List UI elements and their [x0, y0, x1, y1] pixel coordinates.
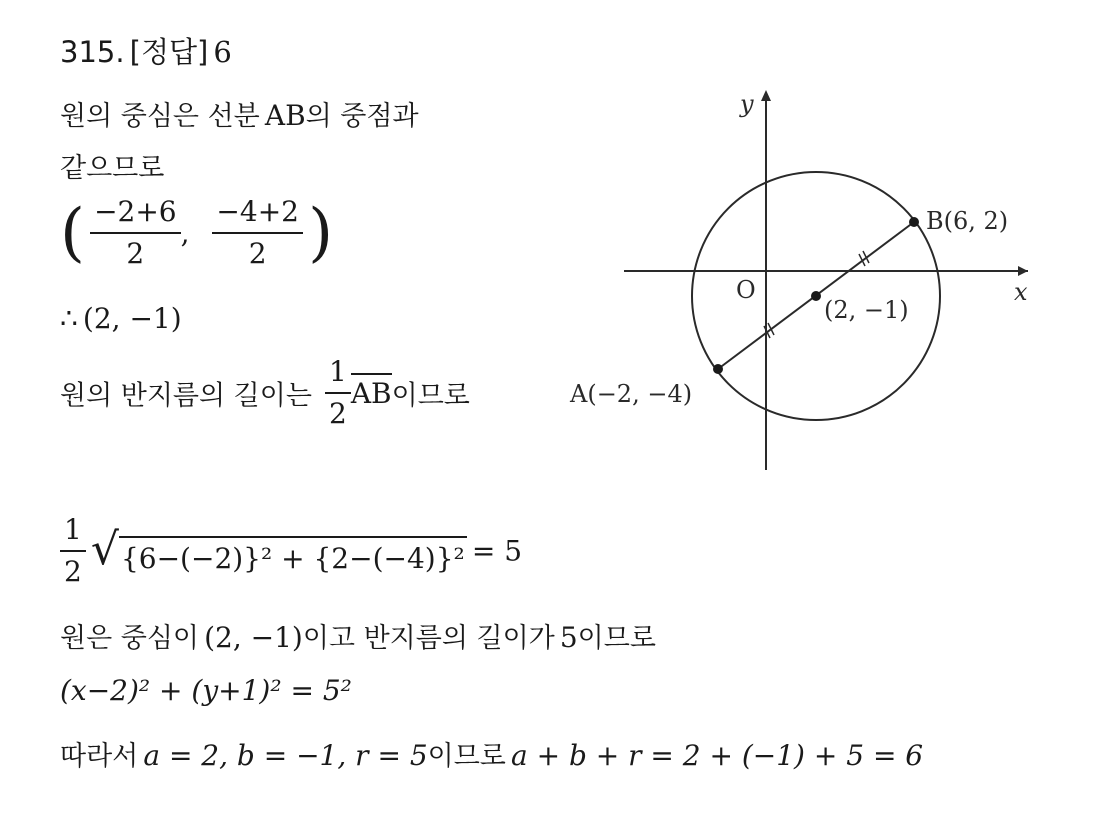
center-result [60, 302, 182, 335]
circle-equation [60, 674, 352, 707]
sqrt-sign: √ [90, 523, 119, 575]
summary-line [60, 616, 656, 655]
midpoint-x-numerator: −2+6 [90, 198, 181, 234]
half-fraction-2 [60, 513, 86, 588]
x-axis-label: x [1014, 278, 1028, 306]
text-center-is: 원의 중심은 선분 [60, 101, 260, 132]
final-line [60, 734, 923, 773]
radius-value: = 5 [471, 534, 523, 568]
sqrt-expression: {6−(−2)}² + {2−(−4)}² [119, 536, 467, 575]
half-numerator-2: 1 [60, 516, 86, 552]
half-denominator: 2 [329, 397, 347, 430]
text-circle-center: 원은 중심이 [60, 623, 199, 654]
text-same: 같으므로 [60, 153, 165, 184]
midpoint-y-numerator: −4+2 [212, 198, 303, 234]
summary-radius: 5 [559, 621, 578, 654]
point-a-dot [713, 364, 723, 374]
equation-text: (x−2)² + (y+1)² = 5² [60, 674, 352, 707]
same-as-text [60, 146, 164, 185]
text-therefore: 따라서 [60, 741, 139, 772]
final-sum: a + b + r = 2 + (−1) + 5 = 6 [510, 739, 924, 772]
left-paren: ( [60, 196, 85, 270]
center-explanation [60, 94, 419, 133]
point-b-label: B(6, 2) [926, 207, 1009, 235]
x-axis-arrow [1018, 266, 1028, 276]
center-label: (2, −1) [824, 296, 909, 324]
answer-tag: [정답] [129, 35, 209, 69]
y-axis-label: y [740, 90, 754, 118]
answer-value: 6 [213, 35, 232, 69]
text-midpoint: 의 중점과 [305, 101, 419, 132]
half-numerator: 1 [325, 358, 351, 394]
text-radius: 원의 반지름의 길이는 [60, 380, 312, 412]
problem-header [60, 30, 232, 71]
text-so-2: 이므로 [577, 623, 656, 654]
radius-calculation [60, 513, 523, 588]
right-paren: ) [308, 196, 334, 270]
midpoint-formula [60, 196, 333, 270]
center-coordinates: (2, −1) [82, 302, 182, 335]
midpoint-y-denominator: 2 [248, 237, 267, 270]
origin-label: O [736, 276, 756, 304]
half-fraction [325, 355, 351, 430]
radius-intro [60, 355, 470, 430]
problem-number: 315. [60, 35, 125, 69]
midpoint-y-fraction [212, 195, 303, 270]
text-so-3: 이므로 [427, 741, 506, 772]
center-dot [811, 291, 821, 301]
text-so: 이므로 [391, 380, 470, 412]
midpoint-x-denominator: 2 [126, 237, 145, 270]
point-b-dot [909, 217, 919, 227]
segment-label: AB [264, 99, 306, 132]
final-values: a = 2, b = −1, r = 5 [143, 739, 428, 772]
midpoint-x-fraction [90, 195, 181, 270]
point-a-label: A(−2, −4) [570, 380, 693, 408]
text-and-radius: 이고 반지름의 길이가 [302, 623, 555, 654]
therefore-symbol: ∴ [60, 302, 78, 335]
half-denominator-2: 2 [64, 555, 82, 588]
summary-center: (2, −1) [204, 621, 303, 654]
y-axis-arrow [761, 90, 771, 101]
coordinate-diagram [570, 80, 1050, 480]
segment-ab-overline: AB [351, 373, 392, 410]
square-root [90, 523, 467, 575]
comma: , [180, 216, 208, 250]
